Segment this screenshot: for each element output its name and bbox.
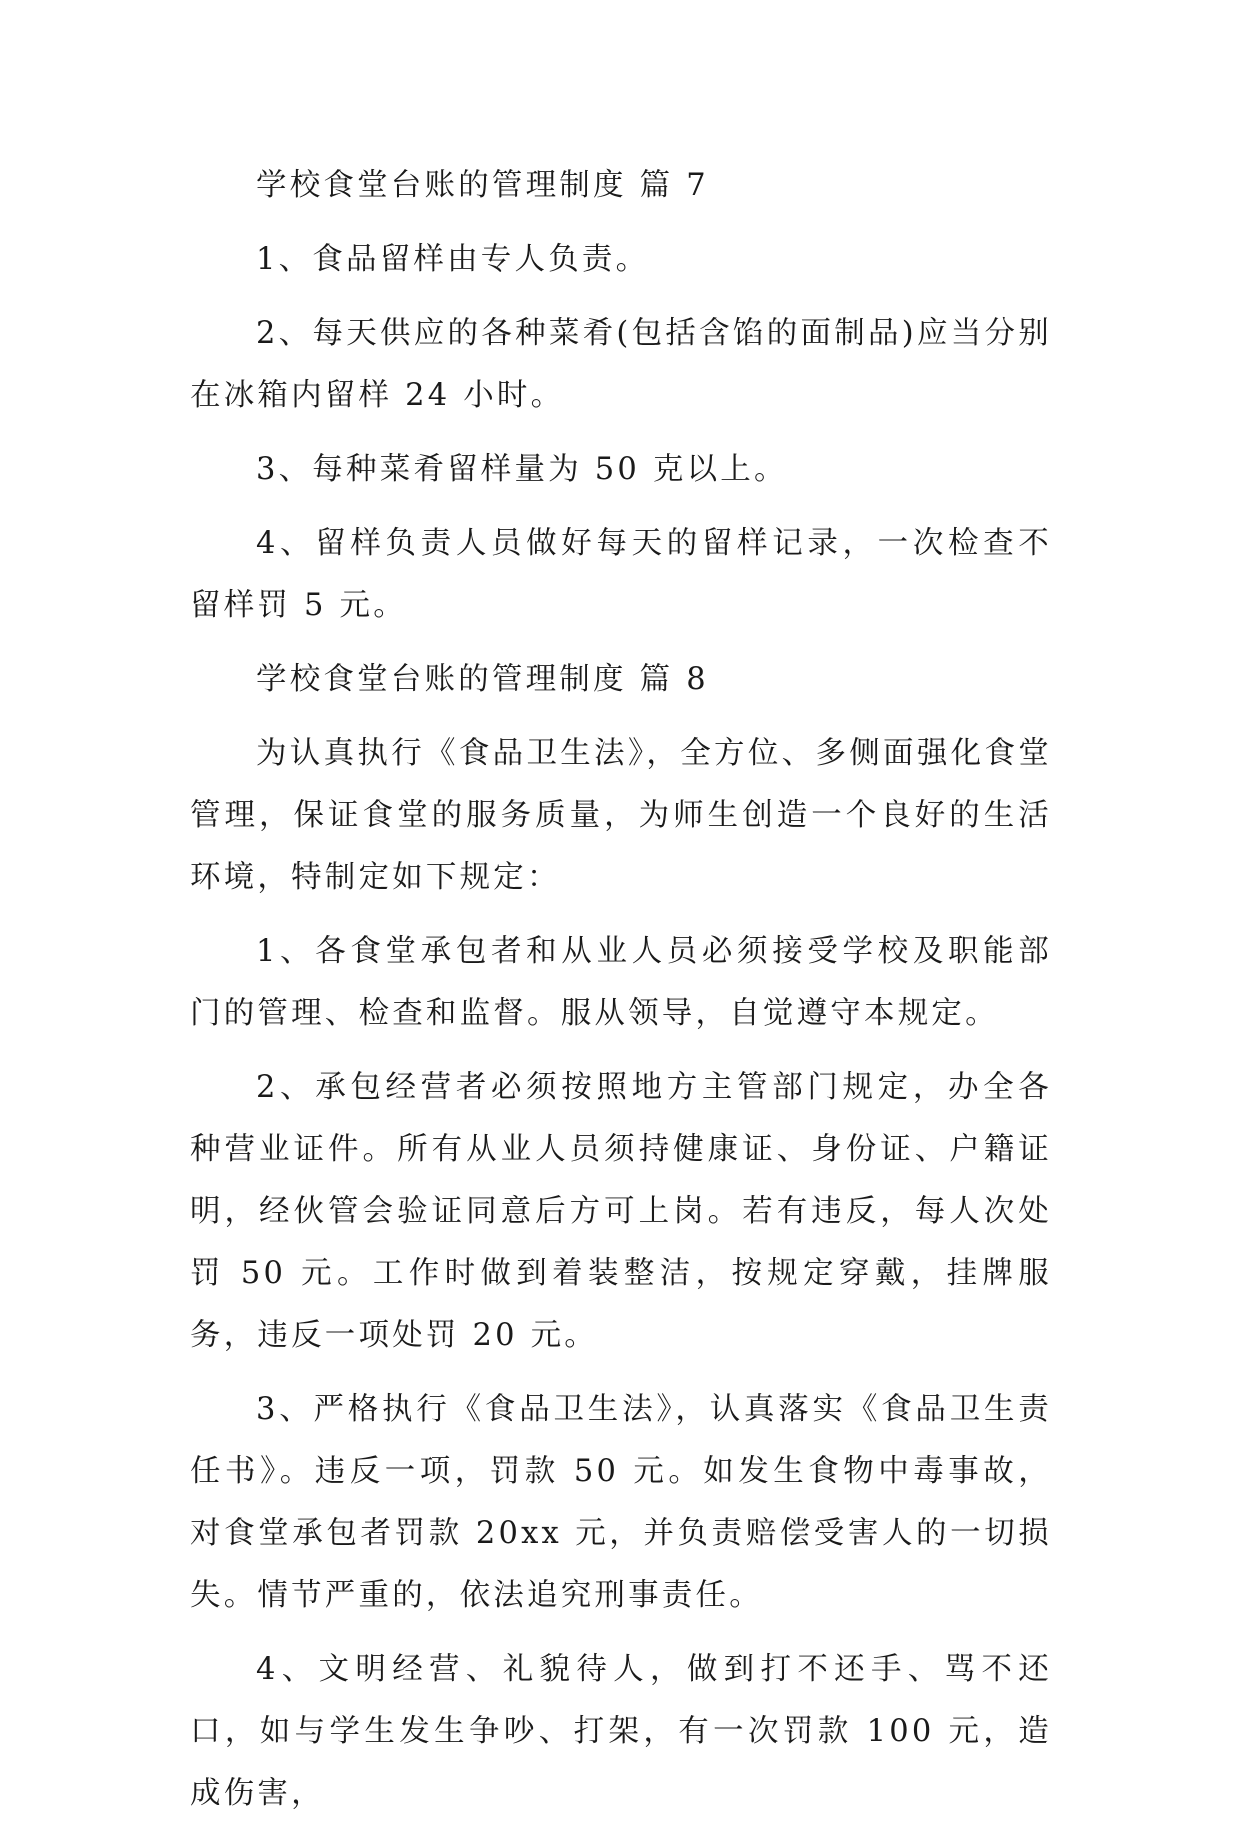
section-8-paragraph-2: 2、承包经营者必须按照地方主管部门规定，办全各种营业证件。所有从业人员须持健康证、身份证、户籍证明，经伙管会验证同意后方可上岗。若有违反，每人次处罚 50 元。工作时做到着装整洁，按规定穿戴，挂牌服务，违反一项处罚 20 元。: [190, 1070, 1052, 1353]
section-8-paragraph-3: 3、严格执行《食品卫生法》，认真落实《食品卫生责任书》。违反一项，罚款 50 元。如发生食物中毒事故，对食堂承包者罚款 20xx 元，并负责赔偿受害人的一切损失。情节严重的，依法追究刑事责任。: [190, 1392, 1052, 1613]
section-7-paragraph-1: 1、食品留样由专人负责。: [256, 242, 650, 277]
section-7-paragraph-4: 4、留样负责人员做好每天的留样记录，一次检查不留样罚 5 元。: [190, 526, 1052, 623]
section-7-paragraph-3: 3、每种菜肴留样量为 50 克以上。: [256, 452, 788, 487]
section-heading-8: 学校食堂台账的管理制度 篇 8: [256, 662, 709, 697]
section-8-intro-paragraph: 为认真执行《食品卫生法》，全方位、多侧面强化食堂管理，保证食堂的服务质量，为师生创造一个良好的生活环境，特制定如下规定：: [190, 736, 1052, 895]
section-8-paragraph-4: 4、文明经营、礼貌待人，做到打不还手、骂不还口，如与学生发生争吵、打架，有一次罚款 100 元，造成伤害，: [190, 1652, 1052, 1811]
section-heading-7: 学校食堂台账的管理制度 篇 7: [256, 168, 709, 203]
document-body: [190, 155, 1052, 1837]
section-8-paragraph-1: 1、各食堂承包者和从业人员必须接受学校及职能部门的管理、检查和监督。服从领导，自觉遵守本规定。: [190, 934, 1052, 1031]
section-7-paragraph-2: 2、每天供应的各种菜肴(包括含馅的面制品)应当分别在冰箱内留样 24 小时。: [190, 316, 1052, 413]
